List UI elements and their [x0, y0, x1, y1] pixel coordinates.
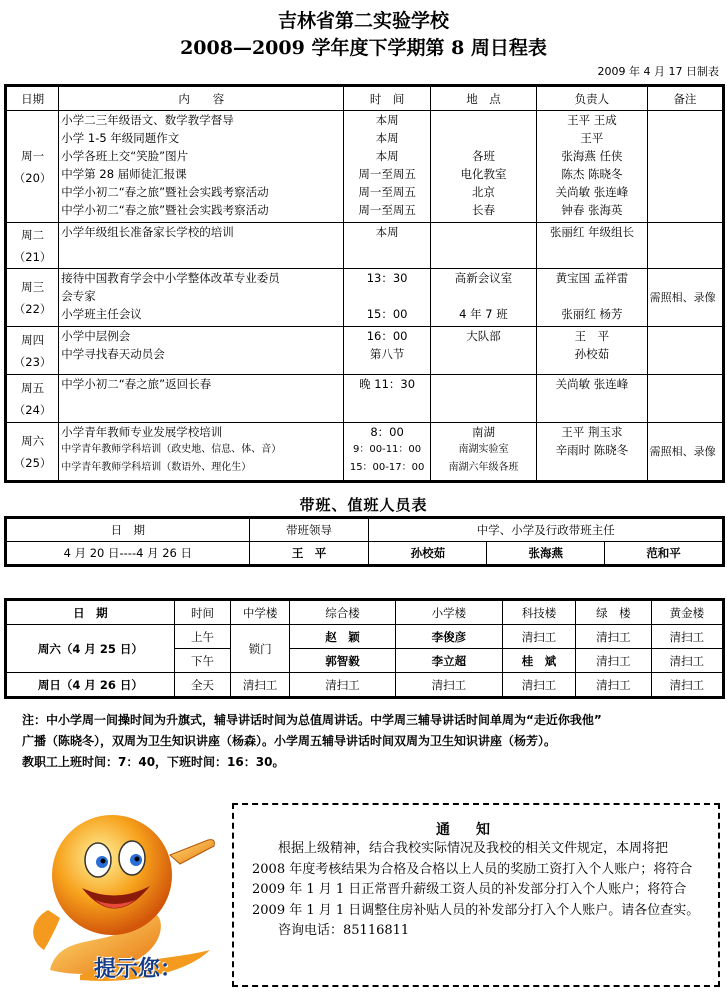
schedule-owner-line: 陈杰 陈晓冬	[561, 167, 623, 181]
schedule-time	[344, 375, 430, 423]
schedule-row	[7, 269, 723, 327]
duty-row	[7, 542, 723, 565]
clean-cell: 李立超	[395, 649, 502, 673]
day-name: 周三	[21, 279, 45, 294]
schedule-time-line	[346, 287, 427, 305]
clean-cell: 李俊彦	[395, 625, 502, 649]
schedule-time-line: 本周	[375, 131, 399, 145]
schedule-place	[430, 423, 536, 481]
day-date: （21）	[13, 249, 52, 264]
schedule-place-line: 长春	[471, 203, 495, 217]
day-name: 周二	[21, 227, 45, 242]
day-name: 周六	[21, 433, 45, 448]
duty-header-row	[7, 519, 723, 542]
clean-col: 时间	[174, 601, 231, 625]
notice-box	[232, 803, 720, 987]
schedule-owner-line: 张丽红 杨芳	[561, 307, 623, 321]
clean-sat-middle: 锁门	[231, 625, 290, 673]
clean-col: 黄金楼	[651, 601, 722, 625]
col-time: 时 间	[344, 87, 430, 111]
schedule-place-line: 各班	[471, 149, 495, 163]
day-name: 周一	[21, 148, 45, 163]
notice-phone: 咨询电话：85116811	[278, 923, 410, 938]
schedule-place-line: 4 年 7 班	[459, 307, 508, 321]
schedule-day-cell	[7, 223, 59, 269]
schedule-remark: 需照相、录像	[647, 423, 722, 481]
duty-col-date: 日 期	[7, 519, 250, 542]
clean-cell: 下午	[174, 649, 231, 673]
tip-label: 提示您：	[94, 957, 183, 982]
notice-text: 根据上级精神，结合我校实际情况及我校的相关文件规定，本周将把 2008 年度考核结果为合格及合格以上人员的奖励工资打入个人账户；将符合 2009 年 1 月 1 日正常晋升薪级工资人员的补发部分打入个人账户；将符合 2009 年 1 月 1 日调整住房补贴人员的补发部分打入个人账户。请各位查实。	[252, 841, 700, 918]
clean-cell: 郭智毅	[290, 649, 396, 673]
schedule-content	[59, 223, 344, 269]
schedule-content-line: 接待中国教育学会中小学整体改革专业委员	[61, 271, 280, 285]
schedule-content-line: 中学小初二“春之旅”返回长春	[61, 377, 212, 391]
day-name: 周四	[21, 332, 45, 347]
page-title: 2008—2009 学年度下学期第 8 周日程表	[180, 37, 547, 59]
schedule-place-line: 南湖实验室	[458, 444, 509, 455]
schedule-content-line: 小学班主任会议	[61, 307, 142, 321]
clean-cell: 清扫工	[502, 625, 575, 649]
duty-title: 带班、值班人员表	[299, 496, 428, 514]
duty-col-leader: 带班领导	[249, 519, 369, 542]
schedule-remark	[647, 111, 722, 223]
schedule-content-line: 小学二三年级语文、数学教学督导	[61, 113, 234, 127]
schedule-time-line: 本周	[375, 113, 399, 127]
schedule-time-line: 周一至周五	[358, 203, 416, 217]
schedule-owner-line: 黄宝国 孟祥雷	[555, 271, 629, 285]
schedule-day-cell	[7, 423, 59, 481]
duty-frame	[4, 516, 725, 567]
day-date: （25）	[13, 455, 52, 470]
schedule-time-line: 15：00	[366, 307, 408, 321]
schedule-owner-line	[539, 459, 644, 477]
duty-teacher: 孙校茹	[369, 542, 487, 565]
schedule-row	[7, 327, 723, 375]
col-remark: 备注	[647, 87, 722, 111]
note-line: 教职工上班时间：7：40，下班时间：16：30。	[22, 755, 285, 769]
schedule-place-line: 南湖六年级各班	[448, 462, 519, 473]
schedule-content-line: 小学中层例会	[61, 329, 131, 343]
clean-sun-label: 周日（4 月 26 日）	[7, 673, 175, 697]
schedule-owner-line: 关尚敏 张连峰	[555, 377, 629, 391]
cleaning-header-row	[7, 601, 723, 625]
schedule-owner-line: 王平 荆玉求	[561, 425, 623, 439]
schedule-content-line: 中学第 28 届师徒汇报课	[61, 167, 187, 181]
schedule-time-line: 8：00	[370, 425, 404, 439]
schedule-content-line: 中学小初二“春之旅”暨社会实践考察活动	[61, 203, 269, 217]
schedule-time-line: 15：00-17：00	[349, 462, 425, 473]
schedule-place	[430, 223, 536, 269]
clean-cell: 清扫工	[576, 625, 651, 649]
note-line: 广播（陈晓冬），双周为卫生知识讲座（杨森）。小学周五辅导讲话时间双周为卫生知识讲座（杨芳）。	[22, 734, 557, 748]
schedule-owner-line	[539, 287, 644, 305]
cleaning-frame	[4, 598, 725, 699]
schedule-day-cell	[7, 327, 59, 375]
clean-cell: 清扫工	[651, 673, 722, 697]
schedule-owner-line: 张丽红 年级组长	[549, 225, 634, 239]
clean-cell: 清扫工	[576, 649, 651, 673]
schedule-remark: 需照相、录像	[647, 269, 722, 327]
clean-col: 日 期	[7, 601, 175, 625]
schedule-content	[59, 269, 344, 327]
schedule-place-line	[433, 375, 534, 393]
schedule-time-line: 第八节	[369, 347, 405, 361]
schedule-owner-line: 钟春 张海英	[561, 203, 623, 217]
schedule-place-line: 大队部	[466, 329, 501, 343]
clean-cell: 清扫工	[395, 673, 502, 697]
schedule-place-line	[433, 129, 534, 147]
clean-col: 综合楼	[290, 601, 396, 625]
schedule-content	[59, 375, 344, 423]
schedule-content-line: 小学 1-5 年级同题作文	[61, 131, 180, 145]
schedule-owner	[537, 111, 647, 223]
schedule-time-line: 13：30	[366, 271, 408, 285]
duty-table	[6, 518, 723, 565]
schedule-content-line: 中学青年教师学科培训（政史地、信息、体、音）	[61, 444, 282, 455]
schedule-content	[59, 327, 344, 375]
schedule-owner-line: 王平	[580, 131, 604, 145]
schedule-content	[59, 423, 344, 481]
schedule-owner-line: 关尚敏 张连峰	[555, 185, 629, 199]
schedule-time-line: 周一至周五	[358, 185, 416, 199]
schedule-time-line: 本周	[375, 225, 399, 239]
schedule-owner	[537, 223, 647, 269]
cleaning-table	[6, 600, 723, 697]
clean-col: 绿 楼	[576, 601, 651, 625]
schedule-content-line: 中学青年教师学科培训（数语外、理化生）	[61, 462, 252, 473]
schedule-place-line: 北京	[471, 185, 495, 199]
day-date: （20）	[13, 170, 52, 185]
duty-col-teachers: 中学、小学及行政带班主任	[369, 519, 723, 542]
schedule-place-line: 高新会议室	[454, 271, 513, 285]
schedule-row	[7, 111, 723, 223]
schedule-content-line: 会专家	[61, 289, 96, 303]
duty-teacher: 范和平	[605, 542, 723, 565]
clean-cell: 清扫工	[576, 673, 651, 697]
duty-date: 4 月 20 日----4 月 26 日	[7, 542, 250, 565]
notice-title: 通知	[436, 822, 516, 838]
schedule-owner-line: 张海燕 任侠	[561, 149, 623, 163]
schedule-frame	[4, 84, 725, 483]
schedule-remark	[647, 375, 722, 423]
schedule-content-line: 中学小初二“春之旅”暨社会实践考察活动	[61, 185, 269, 199]
date-made: 2009 年 4 月 17 日制表	[597, 65, 719, 78]
schedule-time-line: 9：00-11：00	[353, 444, 422, 455]
schedule-place	[430, 269, 536, 327]
day-date: （23）	[13, 354, 52, 369]
schedule-row	[7, 223, 723, 269]
clean-cell: 全天	[174, 673, 231, 697]
clean-cell: 清扫工	[651, 649, 722, 673]
schedule-place	[430, 111, 536, 223]
cleaning-sun-row	[7, 673, 723, 697]
clean-cell: 清扫工	[290, 673, 396, 697]
col-content: 内 容	[59, 87, 344, 111]
schedule-owner-line: 孙校茹	[574, 347, 610, 361]
schedule-place-line	[433, 287, 534, 305]
schedule-time-line: 16：00	[366, 329, 408, 343]
schedule-owner-line: 辛雨时 陈晓冬	[555, 443, 629, 457]
schedule-content-line: 中学寻找春天动员会	[61, 347, 165, 361]
col-date: 日期	[7, 87, 59, 111]
schedule-day-cell	[7, 269, 59, 327]
schedule-content-line: 小学青年教师专业发展学校培训	[61, 425, 223, 439]
note-block	[22, 710, 722, 773]
clean-cell: 赵 颖	[290, 625, 396, 649]
clean-col: 科技楼	[502, 601, 575, 625]
schedule-time	[344, 111, 430, 223]
note-line: 注：中小学周一间操时间为升旗式，辅导讲话时间为总值周讲话。中学周三辅导讲话时间单周为“走近你我他”	[22, 713, 602, 727]
schedule-content-line: 小学年级组长准备家长学校的培训	[61, 225, 234, 239]
school-name: 吉林省第二实验学校	[277, 10, 449, 32]
schedule-header-row	[7, 87, 723, 111]
clean-cell: 清扫工	[231, 673, 290, 697]
clean-col: 小学楼	[395, 601, 502, 625]
clean-cell: 清扫工	[651, 625, 722, 649]
schedule-day-cell	[7, 375, 59, 423]
schedule-place-line	[433, 111, 534, 129]
schedule-place-line	[433, 345, 534, 363]
schedule-time-line: 本周	[375, 149, 399, 163]
clean-col: 中学楼	[231, 601, 290, 625]
schedule-place-line	[433, 223, 534, 241]
schedule-time	[344, 423, 430, 481]
clean-cell: 清扫工	[502, 673, 575, 697]
schedule-time-line: 晚 11：30	[359, 377, 416, 391]
schedule-content	[59, 111, 344, 223]
day-name: 周五	[21, 380, 45, 395]
schedule-place	[430, 375, 536, 423]
clean-sat-label: 周六（4 月 25 日）	[7, 625, 175, 673]
cleaning-sat-am-row	[7, 625, 723, 649]
schedule-time-line: 周一至周五	[358, 167, 416, 181]
schedule-owner-line: 王 平	[574, 329, 610, 343]
schedule-time	[344, 223, 430, 269]
clean-cell: 上午	[174, 625, 231, 649]
col-place: 地 点	[430, 87, 536, 111]
schedule-owner	[537, 423, 647, 481]
schedule-row	[7, 375, 723, 423]
schedule-owner-line: 王平 王成	[567, 113, 617, 127]
col-owner: 负责人	[537, 87, 647, 111]
schedule-table	[6, 86, 723, 481]
schedule-row	[7, 423, 723, 481]
duty-leader: 王 平	[249, 542, 369, 565]
schedule-owner	[537, 375, 647, 423]
schedule-place-line: 南湖	[471, 425, 495, 439]
duty-teacher: 张海燕	[487, 542, 605, 565]
schedule-time	[344, 327, 430, 375]
schedule-owner	[537, 269, 647, 327]
schedule-remark	[647, 223, 722, 269]
schedule-time	[344, 269, 430, 327]
clean-cell: 桂 斌	[502, 649, 575, 673]
day-date: （24）	[13, 402, 52, 417]
schedule-place-line: 电化教室	[460, 167, 507, 181]
notice-body	[252, 839, 702, 942]
schedule-day-cell	[7, 111, 59, 223]
schedule-remark	[647, 327, 722, 375]
schedule-content-line: 小学各班上交“笑脸”图片	[61, 149, 189, 163]
schedule-place	[430, 327, 536, 375]
day-date: （22）	[13, 301, 52, 316]
schedule-owner	[537, 327, 647, 375]
